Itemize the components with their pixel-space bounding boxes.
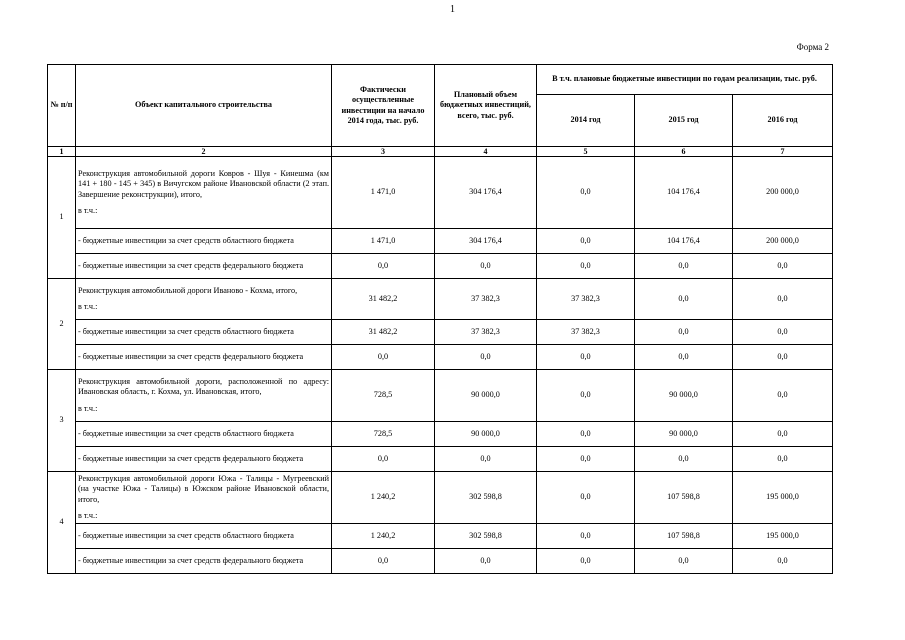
value-cell: 195 000,0 [733,524,833,549]
value-cell: 0,0 [635,447,733,472]
value-cell: 90 000,0 [635,422,733,447]
form-label: Форма 2 [796,42,829,52]
value-cell: 1 471,0 [332,229,435,254]
value-cell: 200 000,0 [733,157,833,229]
index-cell: 3 [332,147,435,157]
value-cell: 0,0 [537,345,635,370]
incl-label: в т.ч.: [78,302,98,311]
regional-budget-label: - бюджетные инвестиции за счет средств областного бюджета [76,320,332,345]
value-cell: 0,0 [635,279,733,320]
header-by-years: В т.ч. плановые бюджетные инвестиции по годам реализации, тыс. руб. [537,65,833,95]
header-num: № п/п [48,65,76,147]
value-cell: 0,0 [537,229,635,254]
value-cell: 0,0 [733,549,833,574]
table-row [48,524,833,549]
value-cell: 728,5 [332,422,435,447]
value-cell: 1 471,0 [332,157,435,229]
incl-label: в т.ч.: [78,403,98,413]
page-number: 1 [450,4,455,15]
table-row [48,254,833,279]
federal-budget-label: - бюджетные инвестиции за счет средств федерального бюджета [76,345,332,370]
regional-budget-label: - бюджетные инвестиции за счет средств областного бюджета [76,524,332,549]
value-cell: 0,0 [733,447,833,472]
value-cell: 0,0 [332,254,435,279]
header-year-2016: 2016 год [733,95,833,147]
value-cell: 0,0 [733,320,833,345]
value-cell: 200 000,0 [733,229,833,254]
value-cell: 0,0 [733,345,833,370]
project-name-cell [76,279,332,320]
value-cell: 0,0 [332,549,435,574]
table-row [48,370,833,422]
value-cell: 107 598,8 [635,472,733,524]
regional-budget-label: - бюджетные инвестиции за счет средств областного бюджета [76,229,332,254]
index-cell: 4 [435,147,537,157]
project-number: 4 [48,472,76,574]
value-cell: 0,0 [537,157,635,229]
value-cell: 0,0 [537,447,635,472]
index-cell: 6 [635,147,733,157]
table-row [48,345,833,370]
project-name: Реконструкция автомобильной дороги Южа - Талицы - Мугреевский (на участке Южа - Талицы) в Южском районе Ивановской области, итого, [78,474,329,504]
table-row [48,279,833,320]
project-name: Реконструкция автомобильной дороги Иваново - Кохма, итого, [78,285,298,295]
value-cell: 304 176,4 [435,157,537,229]
value-cell: 31 482,2 [332,320,435,345]
table-row [48,229,833,254]
header-year-2014: 2014 год [537,95,635,147]
value-cell: 1 240,2 [332,472,435,524]
federal-budget-label: - бюджетные инвестиции за счет средств федерального бюджета [76,549,332,574]
value-cell: 90 000,0 [435,422,537,447]
table-row [48,549,833,574]
value-cell: 0,0 [435,447,537,472]
value-cell: 104 176,4 [635,157,733,229]
value-cell: 0,0 [733,254,833,279]
header-planned: Плановый объем бюджетных инвестиций, всего, тыс. руб. [435,65,537,147]
table-row [48,447,833,472]
header-year-2015: 2015 год [635,95,733,147]
table-row [48,422,833,447]
table-row [48,320,833,345]
value-cell: 0,0 [537,370,635,422]
project-name: Реконструкция автомобильной дороги Ковров - Шуя - Кинешма (км 141 + 180 - 145 + 345) в Вичугском районе Ивановской области (2 этап. Завершение реконструкции), итого, [78,169,329,199]
value-cell: 37 382,3 [435,279,537,320]
header-object: Объект капитального строительства [76,65,332,147]
project-name: Реконструкция автомобильной дороги, расположенной по адресу: Ивановская область, г. Кохма, ул. Ивановская, итого, [78,377,329,397]
value-cell: 0,0 [537,472,635,524]
value-cell: 90 000,0 [435,370,537,422]
value-cell: 37 382,3 [435,320,537,345]
value-cell: 0,0 [733,279,833,320]
index-cell: 1 [48,147,76,157]
value-cell: 0,0 [733,422,833,447]
index-cell: 7 [733,147,833,157]
value-cell: 0,0 [537,549,635,574]
project-name-cell [76,157,332,229]
index-cell: 5 [537,147,635,157]
value-cell: 37 382,3 [537,279,635,320]
value-cell: 0,0 [733,370,833,422]
value-cell: 728,5 [332,370,435,422]
value-cell: 195 000,0 [733,472,833,524]
value-cell: 0,0 [435,345,537,370]
incl-label: в т.ч.: [78,510,98,520]
table-body [48,147,833,574]
regional-budget-label: - бюджетные инвестиции за счет средств областного бюджета [76,422,332,447]
value-cell: 0,0 [332,345,435,370]
value-cell: 31 482,2 [332,279,435,320]
project-name-cell [76,472,332,524]
value-cell: 302 598,8 [435,472,537,524]
project-name-cell [76,370,332,422]
value-cell: 107 598,8 [635,524,733,549]
value-cell: 90 000,0 [635,370,733,422]
value-cell: 304 176,4 [435,229,537,254]
value-cell: 302 598,8 [435,524,537,549]
value-cell: 0,0 [635,254,733,279]
value-cell: 0,0 [537,422,635,447]
federal-budget-label: - бюджетные инвестиции за счет средств федерального бюджета [76,447,332,472]
value-cell: 0,0 [635,345,733,370]
value-cell: 0,0 [537,524,635,549]
value-cell: 0,0 [435,254,537,279]
value-cell: 104 176,4 [635,229,733,254]
table-row [48,472,833,524]
value-cell: 0,0 [635,320,733,345]
project-number: 1 [48,157,76,279]
index-cell: 2 [76,147,332,157]
value-cell: 1 240,2 [332,524,435,549]
value-cell: 0,0 [635,549,733,574]
project-number: 2 [48,279,76,370]
incl-label: в т.ч.: [78,205,98,215]
value-cell: 0,0 [332,447,435,472]
value-cell: 37 382,3 [537,320,635,345]
value-cell: 0,0 [537,254,635,279]
federal-budget-label: - бюджетные инвестиции за счет средств федерального бюджета [76,254,332,279]
investment-table [47,64,833,574]
index-row [48,147,833,157]
table-row [48,157,833,229]
header-actual: Фактически осуществленные инвестиции на начало 2014 года, тыс. руб. [332,65,435,147]
project-number: 3 [48,370,76,472]
value-cell: 0,0 [435,549,537,574]
